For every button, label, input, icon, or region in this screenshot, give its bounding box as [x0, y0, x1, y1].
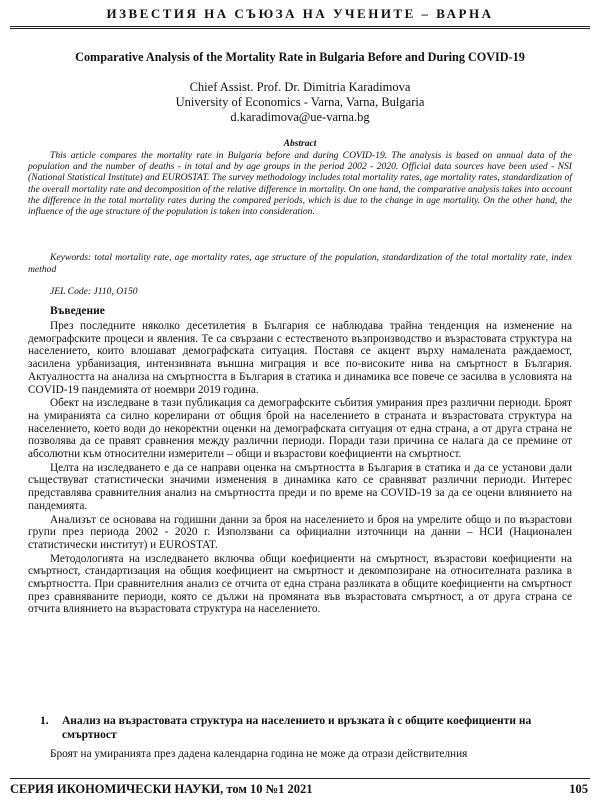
paragraph: Целта на изследването е да се направи оценка на смъртността в България в статика и да се установи дали съществуват статистически значими изменения в динамика като се сравняват различни периоди. Интерес представлява сравнителния анализ на смъртността преди и по време на COVID-19 за да се оцени влиянието на пандемията.: [28, 461, 572, 512]
page-number: 105: [569, 782, 588, 796]
header-rule: [10, 28, 590, 29]
paragraph: Обект на изследване в тази публикация са демографските събития умирания през различни периоди. Броят на умиранията са силно корелирани от общия брой на населението в страната и възрастовата структура на населението, което води до некоректни оценки на демографската ситуация от една страна, а от друга страна не позволява да се правят сравнения между различни периоди. Поради тази причина се налага да се премине от абсолютни към относителни измерители – общи и възрастови коефициенти на смъртност.: [28, 397, 572, 461]
author-block: [0, 80, 600, 125]
abstract-heading: Abstract: [283, 139, 317, 149]
paper-title: Comparative Analysis of the Mortality Rate in Bulgaria Before and During COVID-19: [75, 50, 525, 64]
author-email: d.karadimova@ue-varna.bg: [230, 110, 370, 124]
paragraph: През последните няколко десетилетия в България се наблюдава трайна тенденция на изменение на демографските процеси и явления. Те са свързани с естественото възпроизводство и възрастовата структура на населението, които влошават демографската ситуация. Поставя се акцент върху намалената раждаемост, засилена урбанизация, интензивната външна миграция и все по-високите нива на смъртност в България. Актуалността на анализа на смъртността в България в статика и динамика все повече се засилва в условията на COVID-19 пандемията от ноември 2019 година.: [28, 320, 572, 396]
jel-code: JEL Code: J110, O150: [50, 286, 138, 297]
paragraph: Анализът се основава на годишни данни за броя на населението и броя на умрелите общо и по възрастови групи през периода 2002 - 2020 г. Използвани са официални източници на данни – НСИ (Национален статистически институт) и EUROSTAT.: [28, 513, 572, 551]
keywords: Keywords: total mortality rate, age mortality rates, age structure of the population, standardization of the total mortality rate, index method: [28, 252, 572, 275]
section-title: Анализ на възрастовата структура на населението и връзката ѝ с общите коефициенти на смъртност: [62, 715, 532, 741]
abstract-text: This article compares the mortality rate in Bulgaria before and during COVID-19. The analysis is based on annual data of the population and the number of deaths - in total and by age groups in the period 2002 - 2020. Official data sources have been used - NSI (National Statistical Institute) and EUROSTAT. The survey methodology includes total mortality rates, age mortality rates, standardization of the overall mortality rate and decomposition of the relative difference in mortality. On one hand, the comparative analysis takes into account the difference in the total mortality rates during the compared periods, which is due to the change in age mortality. On the other hand, the influence of the age structure of the population is taken into consideration.: [28, 150, 572, 218]
journal-header: ИЗВЕСТИЯ НА СЪЮЗА НА УЧЕНИТЕ – ВАРНА: [10, 4, 590, 27]
footer-series: СЕРИЯ ИКОНОМИЧЕСКИ НАУКИ, том 10 №1 2021: [10, 782, 313, 796]
intro-heading: Въведение: [50, 305, 105, 317]
section-heading: [40, 714, 560, 742]
section-first-line: Броят на умиранията през дадена календарна година не може да отрази действителния: [50, 748, 468, 760]
journal-footer: [10, 778, 590, 799]
body-text: [28, 320, 572, 617]
author-affiliation: University of Economics - Varna, Varna, Bulgaria: [175, 95, 425, 109]
section-number: 1.: [40, 715, 49, 727]
author-name: Chief Assist. Prof. Dr. Dimitria Karadimova: [189, 80, 411, 94]
paragraph: Методологията на изследването включва общи коефициенти на смъртност, възрастови коефициенти на смъртност, стандартизация на общия коефициент на смъртност и декомпозиране на относителната разлика в смъртността. При сравнителния анализ се отчита от една страна разликата в общите коефициенти на смъртност през сравняваните периоди, която се дължи на промяната във възрастовата смъртност, а от друга страна се отчита влиянието на възрастовата структура на населението.: [28, 552, 572, 616]
